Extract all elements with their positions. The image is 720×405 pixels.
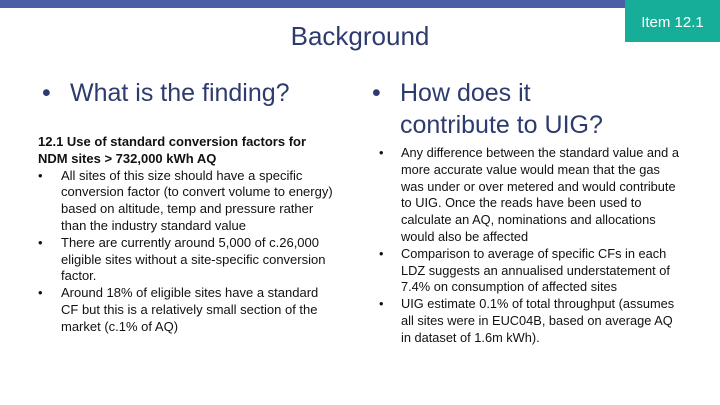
list-item [38,168,338,235]
left-column-heading [42,77,352,109]
bullet-glyph: • [379,245,384,261]
slide-title-text: Background [290,21,430,51]
left-heading-text: What is the finding? [70,79,290,107]
slide-title [0,20,720,52]
list-item [38,235,338,285]
finding-subheading: 12.1 Use of standard conversion factors for NDM sites > 732,000 kWh AQ [38,134,307,166]
list-item-text: All sites of this size should have a specific conversion factor (to convert volume to energy) based on altitude, temp and pressure rather than the industry standard value [61,167,333,233]
right-column-body [379,145,679,347]
top-accent-bar [0,0,720,8]
finding-list [38,168,338,336]
right-column-heading [372,77,672,141]
bullet-glyph: • [38,167,43,183]
bullet-glyph: • [379,296,384,312]
list-item-text: Around 18% of eligible sites have a standard CF but this is a relatively small section of the market (c.1% of AQ) [61,285,319,334]
bullet-glyph: • [379,145,384,160]
list-item [379,246,679,296]
list-item [379,296,679,346]
list-item [379,145,679,246]
list-item-text: There are currently around 5,000 of c.26,000 eligible sites without a site-specific conversion factor. [61,234,326,284]
list-item-text: Any difference between the standard value and a more accurate value would mean that the gas was under or over metered and would contribute to UIG. Once the reads have been used to calculate an AQ, nominations and allocations would also be affected [401,145,679,244]
list-item-text: UIG estimate 0.1% of total throughput (assumes all sites were in EUC04B, based on average AQ in dataset of 1.6m kWh). [401,296,675,345]
heading-bullet: • [372,79,381,107]
contribution-list [379,145,679,347]
left-column-body [38,134,338,336]
bullet-glyph: • [38,234,43,250]
heading-bullet: • [42,79,51,107]
bullet-glyph: • [38,285,43,301]
item-badge-label: Item 12.1 [641,14,704,31]
list-item-text: Comparison to average of specific CFs in each LDZ suggests an annualised understatement of 7.4% on consumption of affected sites [401,245,670,295]
right-heading-line2: contribute to UIG? [400,111,603,139]
list-item [38,285,338,335]
right-heading-line1: How does it [400,79,531,107]
